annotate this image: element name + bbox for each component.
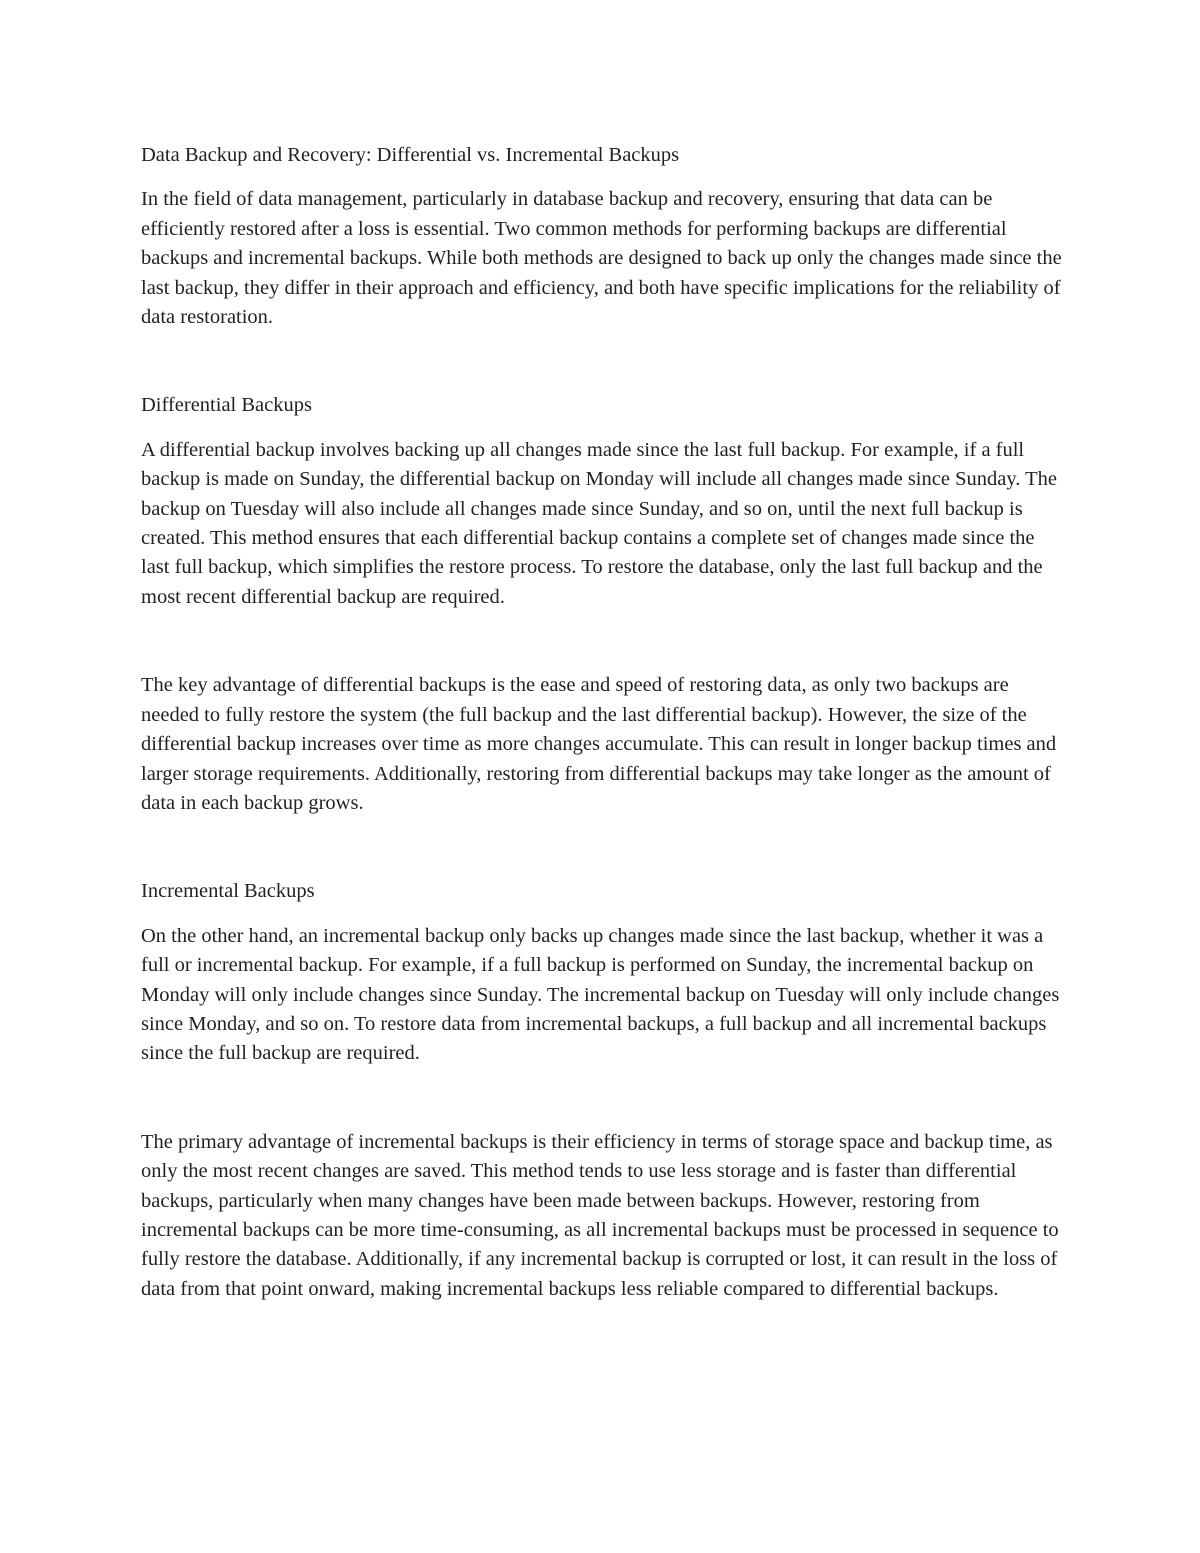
section-heading-differential: Differential Backups (141, 394, 312, 417)
section-heading-incremental: Incremental Backups (141, 880, 315, 903)
incremental-paragraph-1: On the other hand, an incremental backup only backs up changes made since the last backup, whether it was a full or incremental backup. For example, if a full backup is performed on Sunday, the incremental backup on Monday will only include changes since Sunday. The incremental backup on Tuesday will only include changes since Monday, and so on. To restore data from incremental backups, a full backup and all incremental backups since the full backup are required. (141, 924, 1060, 1065)
differential-paragraph-1: A differential backup involves backing up all changes made since the last full backup. For example, if a full backup is made on Sunday, the differential backup on Monday will include all changes made since Sunday. The backup on Tuesday will also include all changes made since Sunday, and so on, until the next full backup is created. This method ensures that each differential backup contains a complete set of changes made since the last full backup, which simplifies the restore process. To restore the database, only the last full backup and the most recent differential backup are required. (141, 438, 1057, 608)
intro-paragraph: In the field of data management, particularly in database backup and recovery, ensuring that data can be efficiently restored after a loss is essential. Two common methods for performing backups are differential backups and incremental backups. While both methods are designed to back up only the changes made since the last backup, they differ in their approach and efficiency, and both have specific implications for the reliability of data restoration. (141, 188, 1062, 329)
incremental-paragraph-2: The primary advantage of incremental backups is their efficiency in terms of storage space and backup time, as only the most recent changes are saved. This method tends to use less storage and is faster than differential backups, particularly when many changes have been made between backups. However, restoring from incremental backups can be more time-consuming, as all incremental backups must be processed in sequence to fully restore the database. Additionally, if any incremental backup is corrupted or lost, it can result in the loss of data from that point onward, making incremental backups less reliable compared to differential backups. (141, 1130, 1059, 1300)
differential-paragraph-2: The key advantage of differential backups is the ease and speed of restoring data, as only two backups are needed to fully restore the system (the full backup and the last differential backup). However, the size of the differential backup increases over time as more changes accumulate. This can result in longer backup times and larger storage requirements. Additionally, restoring from differential backups may take longer as the amount of data in each backup grows. (141, 674, 1057, 814)
document-title: Data Backup and Recovery: Differential vs. Incremental Backups (141, 144, 680, 166)
document-body (141, 141, 1066, 1304)
